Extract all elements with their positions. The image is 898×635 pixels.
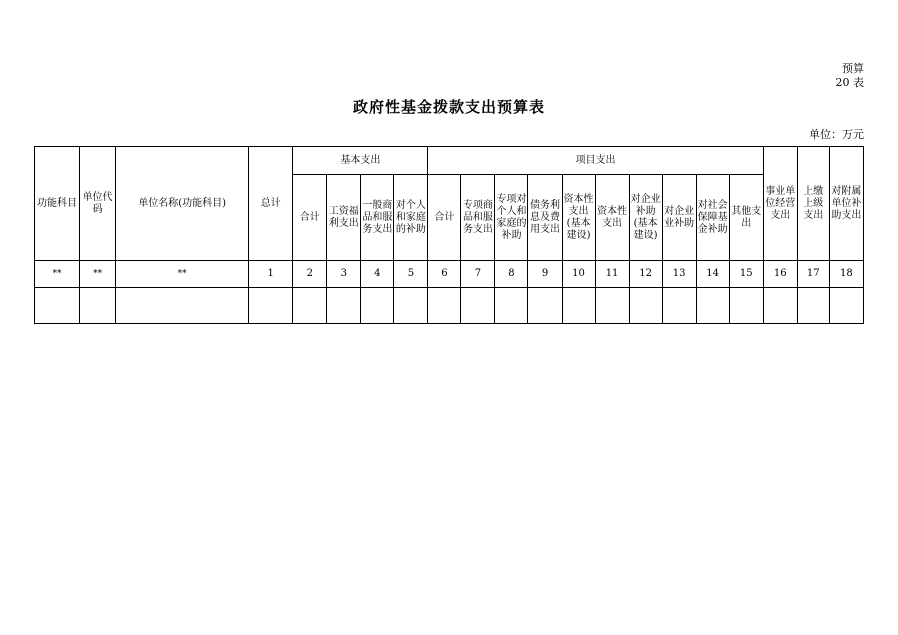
header-project-4: 资本性支出(基本建设) bbox=[562, 175, 595, 261]
header-total: 总计 bbox=[249, 147, 293, 261]
header-project-1: 专项商品和服务支出 bbox=[461, 175, 495, 261]
index-mark-1: ** bbox=[80, 261, 116, 288]
index-number-12: 12 bbox=[629, 261, 662, 288]
header-unit-name: 单位名称(功能科目) bbox=[116, 147, 249, 261]
unit-label: 单位：万元 bbox=[809, 128, 864, 141]
budget-table bbox=[34, 146, 864, 324]
header-project-3: 债务利息及费用支出 bbox=[528, 175, 562, 261]
header-func-subject: 功能科目 bbox=[35, 147, 80, 261]
index-mark-2: ** bbox=[116, 261, 249, 288]
index-mark-0: ** bbox=[35, 261, 80, 288]
index-number-3: 3 bbox=[327, 261, 361, 288]
header-unit-code: 单位代码 bbox=[80, 147, 116, 261]
index-number-17: 17 bbox=[797, 261, 829, 288]
index-number-6: 6 bbox=[428, 261, 461, 288]
index-number-2: 2 bbox=[293, 261, 327, 288]
data-cell bbox=[797, 288, 829, 324]
data-cell bbox=[696, 288, 729, 324]
header-project-9: 其他支出 bbox=[729, 175, 763, 261]
header-project-5: 资本性支出 bbox=[595, 175, 629, 261]
header-basic-2: 一般商品和服务支出 bbox=[361, 175, 394, 261]
header-other-1: 上缴上级支出 bbox=[797, 147, 829, 261]
index-number-9: 9 bbox=[528, 261, 562, 288]
data-cell bbox=[35, 288, 80, 324]
index-number-4: 4 bbox=[361, 261, 394, 288]
index-number-1: 1 bbox=[249, 261, 293, 288]
data-row bbox=[35, 288, 864, 324]
index-number-11: 11 bbox=[595, 261, 629, 288]
data-cell bbox=[80, 288, 116, 324]
form-number-line2: 20 表 bbox=[835, 76, 864, 89]
header-project-6: 对企业补助(基本建设) bbox=[629, 175, 662, 261]
data-cell bbox=[495, 288, 528, 324]
data-cell bbox=[763, 288, 797, 324]
index-number-14: 14 bbox=[696, 261, 729, 288]
header-project-2: 专项对个人和家庭的补助 bbox=[495, 175, 528, 261]
data-cell bbox=[327, 288, 361, 324]
data-cell bbox=[729, 288, 763, 324]
index-row bbox=[35, 261, 864, 288]
data-cell bbox=[394, 288, 428, 324]
data-cell bbox=[293, 288, 327, 324]
data-cell bbox=[116, 288, 249, 324]
form-number bbox=[836, 62, 865, 90]
header-basic-0: 合计 bbox=[293, 175, 327, 261]
header-project-8: 对社会保障基金补助 bbox=[696, 175, 729, 261]
header-basic-group: 基本支出 bbox=[293, 147, 428, 175]
index-number-8: 8 bbox=[495, 261, 528, 288]
data-cell bbox=[428, 288, 461, 324]
page-title: 政府性基金拨款支出预算表 bbox=[352, 98, 545, 116]
data-cell bbox=[629, 288, 662, 324]
index-number-10: 10 bbox=[562, 261, 595, 288]
header-basic-3: 对个人和家庭的补助 bbox=[394, 175, 428, 261]
data-cell bbox=[829, 288, 863, 324]
data-cell bbox=[461, 288, 495, 324]
header-other-0: 事业单位经营支出 bbox=[763, 147, 797, 261]
index-number-18: 18 bbox=[829, 261, 863, 288]
header-project-group: 项目支出 bbox=[428, 147, 763, 175]
data-cell bbox=[662, 288, 696, 324]
data-cell bbox=[249, 288, 293, 324]
header-other-2: 对附属单位补助支出 bbox=[829, 147, 863, 261]
index-number-13: 13 bbox=[662, 261, 696, 288]
data-cell bbox=[361, 288, 394, 324]
data-cell bbox=[528, 288, 562, 324]
data-cell bbox=[562, 288, 595, 324]
index-number-16: 16 bbox=[763, 261, 797, 288]
form-number-line1: 预算 bbox=[842, 62, 864, 75]
header-project-7: 对企业业补助 bbox=[662, 175, 696, 261]
index-number-7: 7 bbox=[461, 261, 495, 288]
index-number-15: 15 bbox=[729, 261, 763, 288]
data-cell bbox=[595, 288, 629, 324]
header-basic-1: 工资福利支出 bbox=[327, 175, 361, 261]
index-number-5: 5 bbox=[394, 261, 428, 288]
header-project-0: 合计 bbox=[428, 175, 461, 261]
